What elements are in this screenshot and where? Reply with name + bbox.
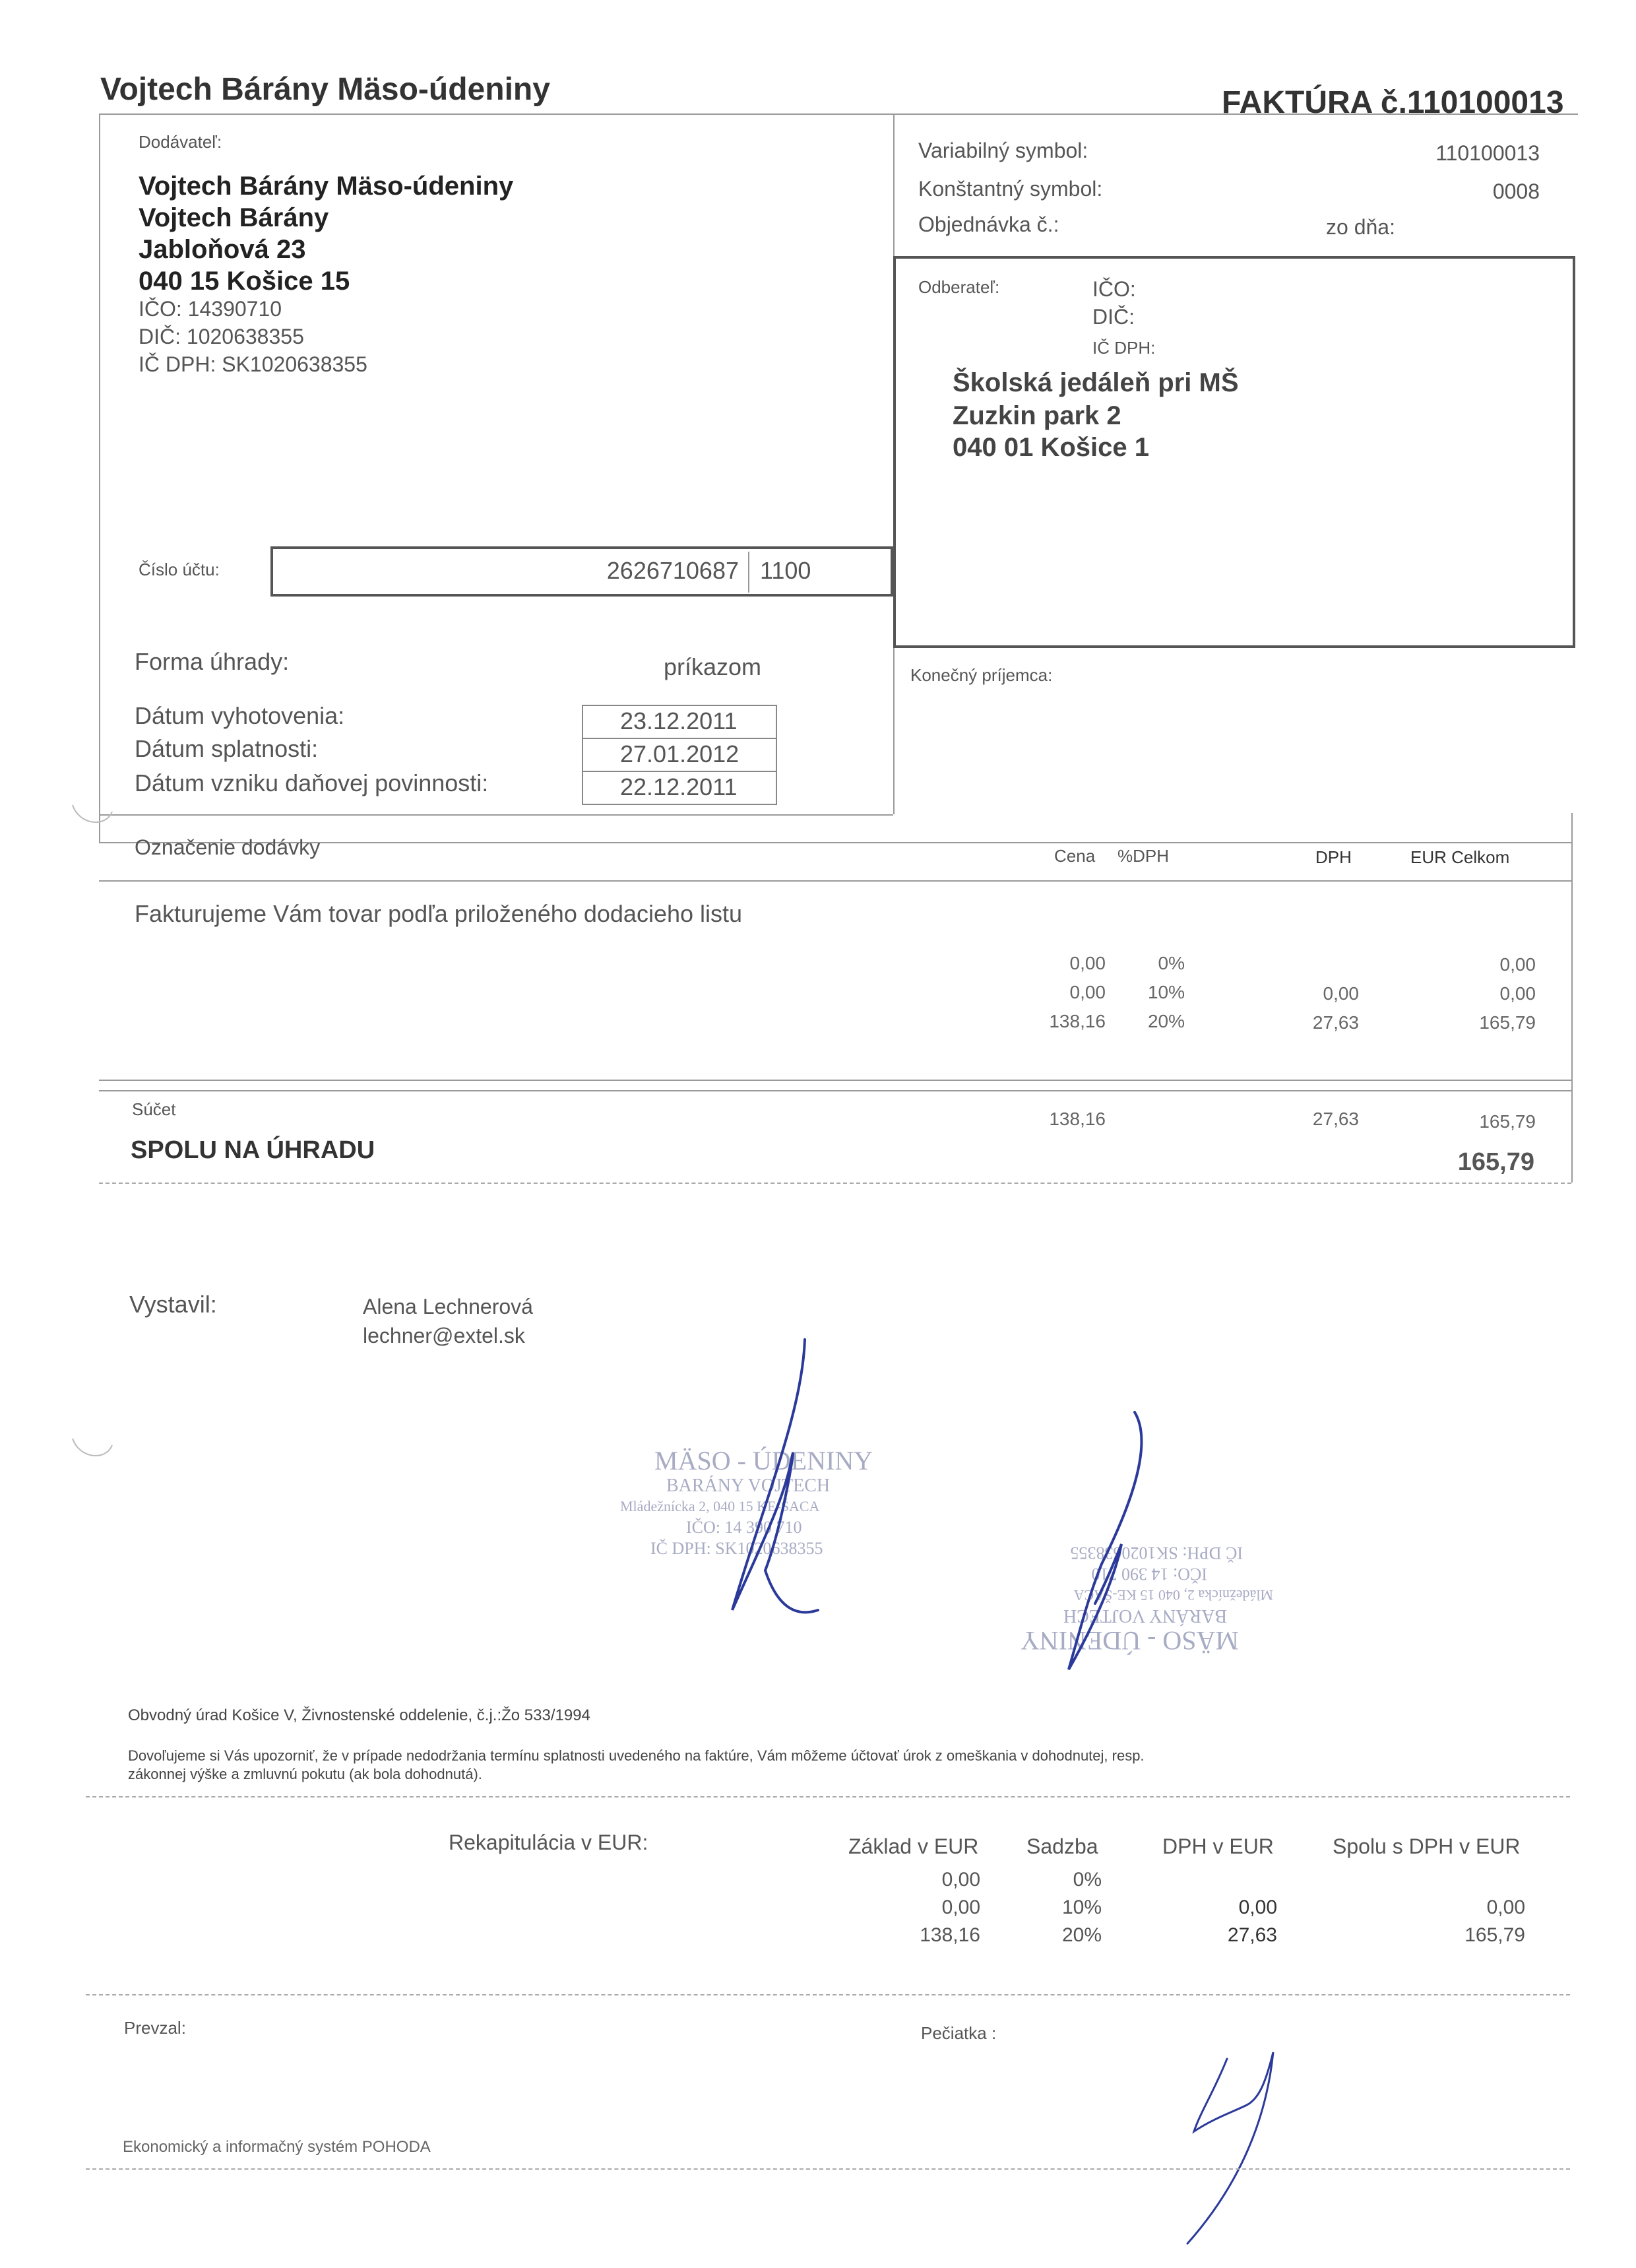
issuer-label: Vystavil: (129, 1291, 217, 1318)
issuer-email: lechner@extel.sk (363, 1324, 525, 1347)
recap-row-1-total: 0,00 (1486, 1896, 1525, 1918)
stamp-mirror-line2: BARÁNY VOJTECH (1063, 1605, 1227, 1626)
item-row-0-rate: 0% (1158, 953, 1185, 973)
item-row-1-vat: 0,00 (1323, 983, 1359, 1004)
account-separator (748, 552, 749, 593)
col-designation: Označenie dodávky (135, 835, 321, 859)
col-vat: DPH (1315, 847, 1352, 867)
received-label: Prevzal: (124, 2018, 186, 2038)
issue-date-value: 23.12.2011 (620, 707, 738, 734)
customer-name: Školská jedáleň pri MŠ (953, 368, 1239, 397)
items-bottom-rule (99, 1080, 1571, 1081)
recap-col-total: Spolu s DPH v EUR (1333, 1834, 1521, 1858)
final-recipient-label: Konečný príjemca: (910, 665, 1053, 685)
sum-vat: 27,63 (1312, 1109, 1359, 1129)
frame-left (99, 113, 100, 843)
supplier-icdph: IČ DPH: SK1020638355 (139, 352, 367, 376)
recap-row-0-rate: 0% (1073, 1869, 1102, 1891)
stamp-mirror-line3: Mládežnícka 2, 040 15 KE-ŠACA (1073, 1587, 1273, 1604)
recap-title: Rekapitulácia v EUR: (449, 1831, 648, 1854)
sum-total: 165,79 (1479, 1111, 1536, 1132)
customer-label: Odberateľ: (918, 277, 1000, 297)
tax-date-value: 22.12.2011 (620, 773, 738, 800)
recap-row-1-base: 0,00 (941, 1896, 980, 1918)
seal-label: Pečiatka : (921, 2023, 997, 2043)
col-price: Cena (1054, 846, 1096, 866)
punch-hole-mark-bottom (66, 1432, 119, 1472)
recap-col-vat: DPH v EUR (1162, 1834, 1274, 1858)
stamp-line3: Mládežnícka 2, 040 15 KE-ŠACA (620, 1498, 820, 1514)
item-row-1-rate: 10% (1147, 982, 1185, 1002)
customer-street: Zuzkin park 2 (953, 401, 1121, 430)
office-note: Obvodný úrad Košice V, Živnostenské oddelenie, č.j.:Žo 533/1994 (128, 1706, 590, 1724)
recap-row-1-rate: 10% (1061, 1896, 1102, 1918)
header-rule (100, 113, 1578, 115)
recap-row-1-vat: 0,00 (1238, 1896, 1277, 1918)
item-row-2-total: 165,79 (1479, 1012, 1536, 1033)
supplier-label: Dodávateľ: (139, 132, 222, 152)
constant-symbol-label: Konštantný symbol: (918, 177, 1103, 201)
stamp-line5: IČ DPH: SK1020638355 (650, 1539, 823, 1558)
due-date-label: Dátum splatnosti: (135, 735, 319, 762)
customer-icdph-label: IČ DPH: (1092, 338, 1156, 358)
issue-date-label: Dátum vyhotovenia: (135, 702, 345, 729)
recap-col-base: Základ v EUR (848, 1834, 979, 1858)
punch-hole-mark-top (66, 798, 119, 838)
system-note: Ekonomický a informačný systém POHODA (123, 2138, 431, 2156)
account-bank-code: 1100 (760, 557, 811, 584)
variable-symbol-value: 110100013 (1435, 141, 1540, 165)
stamp-line2: BARÁNY VOJTECH (666, 1475, 831, 1496)
payment-method-value: príkazom (664, 653, 762, 680)
item-row-2-vat: 27,63 (1312, 1012, 1359, 1033)
item-row-0-total: 0,00 (1499, 954, 1536, 975)
item-row-0-price: 0,00 (1069, 953, 1106, 973)
stamp-line1: MÄSO - ÚDENINY (654, 1446, 873, 1475)
supplier-ico: IČO: 14390710 (139, 297, 282, 321)
items-header-rule (99, 880, 1571, 882)
account-label: Číslo účtu: (139, 560, 220, 579)
to-pay-value: 165,79 (1457, 1148, 1534, 1176)
page-bottom-rule (86, 2168, 1570, 2170)
frame-right (1571, 813, 1573, 1183)
notice-line2: zákonnej výške a zmluvnú pokutu (ak bola dohodnutá). (128, 1766, 482, 1782)
payment-method-label: Forma úhrady: (135, 648, 290, 675)
due-date-value: 27.01.2012 (620, 740, 739, 767)
supplier-city: 040 15 Košice 15 (139, 267, 350, 296)
company-title: Vojtech Bárány Mäso-údeniny (100, 72, 550, 107)
signature-issuer (686, 1333, 858, 1636)
sum-bottom-rule (99, 1183, 1571, 1184)
order-label: Objednávka č.: (918, 212, 1059, 236)
constant-symbol-value: 0008 (1492, 179, 1540, 203)
supplier-name2: Vojtech Bárány (139, 203, 329, 232)
item-row-1-price: 0,00 (1069, 982, 1106, 1002)
stamp-line4: IČO: 14 390 710 (686, 1518, 802, 1537)
col-total: EUR Celkom (1410, 847, 1510, 867)
recap-col-rate: Sadzba (1026, 1834, 1098, 1858)
recap-row-0-base: 0,00 (941, 1869, 980, 1891)
notice-line1: Dovoľujeme si Vás upozorniť, že v prípade nedodržania termínu splatnosti uvedeného na faktúre, Vám môžeme účtovať úrok z omeškania v dohodnutej, resp. (128, 1747, 1145, 1764)
to-pay-label: SPOLU NA ÚHRADU (131, 1136, 375, 1164)
signature-mirrored (1029, 1406, 1161, 1683)
signature-receiver (1174, 2039, 1319, 2257)
recap-row-2-rate: 20% (1061, 1924, 1102, 1946)
supplier-name1: Vojtech Bárány Mäso-údeniny (139, 172, 514, 201)
item-row-2-rate: 20% (1147, 1011, 1185, 1031)
variable-symbol-label: Variabilný symbol: (918, 139, 1088, 162)
recap-top-rule (86, 1796, 1570, 1798)
customer-dic-label: DIČ: (1092, 305, 1135, 329)
stamp-mirror-line1: MÄSO - ÚDENINY (1020, 1626, 1239, 1656)
recap-row-2-vat: 27,63 (1227, 1924, 1277, 1946)
supplier-street: Jabloňová 23 (139, 235, 306, 264)
supplier-dic: DIČ: 1020638355 (139, 325, 304, 348)
invoice-title: FAKTÚRA č.110100013 (1222, 85, 1564, 120)
issuer-name: Alena Lechnerová (363, 1295, 533, 1318)
account-number: 2626710687 (606, 557, 739, 584)
items-description: Fakturujeme Vám tovar podľa priloženého dodacieho listu (135, 900, 743, 927)
sum-price: 138,16 (1049, 1109, 1106, 1129)
customer-city: 040 01 Košice 1 (953, 433, 1149, 462)
customer-ico-label: IČO: (1092, 277, 1136, 301)
item-row-1-total: 0,00 (1499, 983, 1536, 1004)
payment-bottom-rule (99, 814, 893, 816)
recap-row-2-base: 138,16 (920, 1924, 980, 1946)
sum-top-rule (99, 1090, 1571, 1091)
sum-label: Súčet (132, 1099, 176, 1119)
recap-row-2-total: 165,79 (1464, 1924, 1525, 1946)
stamp-mirror-line4: IČO: 14 390 710 (1091, 1565, 1207, 1584)
item-row-2-price: 138,16 (1049, 1011, 1106, 1031)
recap-bottom-rule (86, 1994, 1570, 1995)
tax-date-label: Dátum vzniku daňovej povinnosti: (135, 769, 489, 796)
stamp-mirror-line5: IČ DPH: SK1020638355 (1070, 1543, 1243, 1563)
col-vat-pct: %DPH (1117, 846, 1170, 866)
order-date-label: zo dňa: (1326, 215, 1395, 239)
